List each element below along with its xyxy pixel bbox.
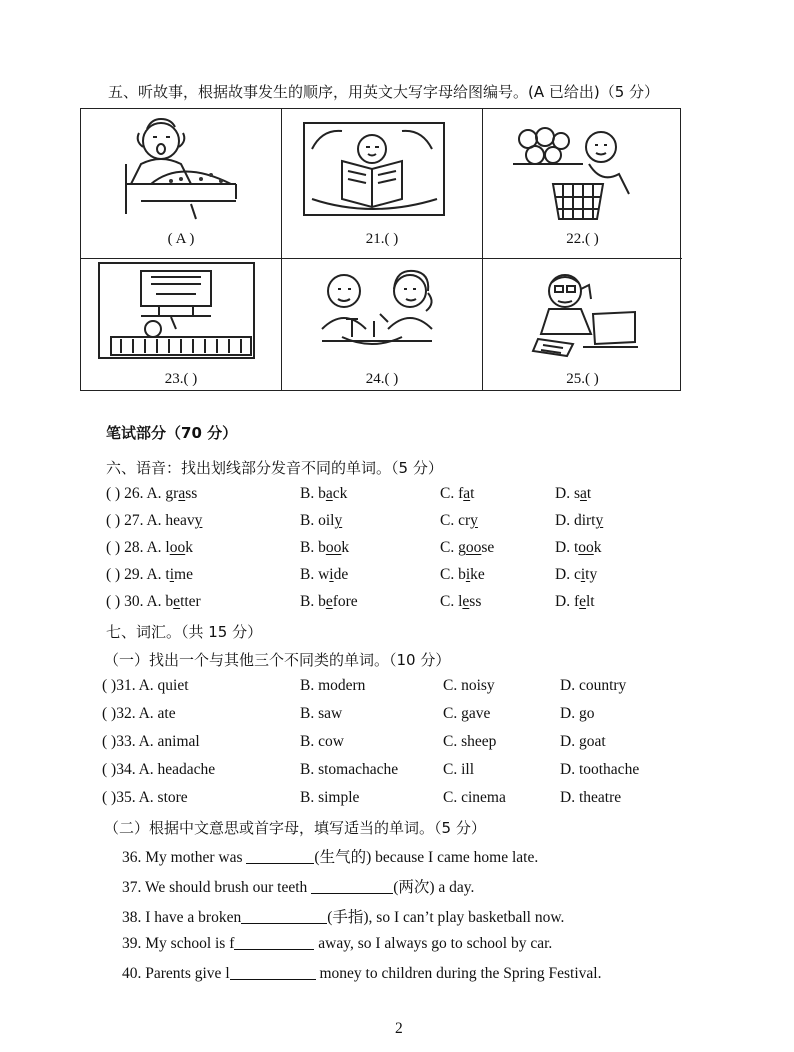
option-b: B. back (300, 485, 348, 502)
phonics-question (106, 539, 193, 557)
phonics-question (106, 593, 201, 611)
fill-in-question: 36. My mother was (生气的) because I came home late. (122, 849, 539, 866)
option-a: ( ) 26. A. grass (106, 485, 198, 502)
option-c: C. bike (440, 566, 485, 583)
picture-cell-22 (483, 109, 682, 259)
option-a: ( ) 27. A. heavy (106, 512, 203, 529)
option-b: B. stomachache (300, 761, 399, 778)
picture-cell-25 (483, 259, 682, 390)
section-7-heading: 七、词汇。（共 15 分） (106, 623, 263, 641)
caption-21: 21.( ) (365, 231, 399, 247)
section-7-part2-heading: （二）根据中文意思或首字母，填写适当的单词。（5 分） (104, 819, 486, 837)
fill-in-question: 37. We should brush our teeth (两次) a day. (122, 879, 475, 896)
picture-cell-24 (282, 259, 483, 390)
option-b: B. before (300, 593, 358, 610)
option-d: D. sat (555, 485, 592, 502)
boy-waking-up-illustration (81, 109, 281, 229)
option-b: B. simple (300, 789, 360, 806)
shopping-fruit-illustration (483, 109, 682, 229)
phonics-question (106, 485, 197, 503)
caption-a: ( A ) (167, 231, 195, 247)
option-b: B. modern (300, 677, 366, 694)
picture-cell-a (81, 109, 282, 259)
option-d: D. go (560, 705, 595, 722)
option-c: C. noisy (443, 677, 495, 694)
option-d: D. toothache (560, 761, 640, 778)
picture-cell-21 (282, 109, 483, 259)
option-d: D. theatre (560, 789, 622, 806)
caption-25: 25.( ) (566, 371, 599, 387)
fill-in-question: 39. My school is f away, so I always go to school by car. (122, 935, 553, 952)
dinner-couple-illustration (282, 259, 482, 369)
option-d: D. took (555, 539, 602, 556)
answer-blank[interactable] (246, 849, 314, 864)
reading-in-bed-illustration (282, 109, 482, 229)
picture-grid (80, 108, 681, 391)
written-part-heading: 笔试部分（70 分） (106, 424, 238, 442)
fill-in-question: 40. Parents give l money to children during the Spring Festival. (122, 965, 602, 982)
section-5-heading: 五、听故事，根据故事发生的顺序，用英文大写字母给图编号。(A 已给出)（5 分） (108, 83, 660, 101)
fill-in-question: 38. I have a broken (手指), so I can’t play basketball now. (122, 909, 565, 926)
odd-one-out-question: ( )34. A. headache (102, 761, 216, 778)
phonics-question (106, 512, 202, 530)
option-b: B. saw (300, 705, 343, 722)
odd-one-out-question: ( )35. A. store (102, 789, 188, 806)
option-a: ( ) 29. A. time (106, 566, 193, 583)
option-c: C. ill (443, 761, 475, 778)
option-d: D. country (560, 677, 627, 694)
caption-23: 23.( ) (164, 371, 198, 387)
option-d: D. city (555, 566, 598, 583)
answer-blank[interactable] (311, 879, 393, 894)
answer-blank[interactable] (241, 909, 327, 924)
option-c: C. cry (440, 512, 478, 529)
phonics-question (106, 566, 193, 584)
option-b: B. book (300, 539, 350, 556)
answer-blank[interactable] (234, 935, 314, 950)
option-c: C. gave (443, 705, 491, 722)
picture-cell-23 (81, 259, 282, 390)
option-d: D. felt (555, 593, 595, 610)
option-d: D. goat (560, 733, 606, 750)
option-c: C. less (440, 593, 482, 610)
odd-one-out-question: ( )32. A. ate (102, 705, 176, 722)
odd-one-out-question: ( )31. A. quiet (102, 677, 189, 694)
option-d: D. dirty (555, 512, 604, 529)
option-b: B. wide (300, 566, 349, 583)
option-b: B. oily (300, 512, 343, 529)
odd-one-out-question: ( )33. A. animal (102, 733, 200, 750)
option-c: C. cinema (443, 789, 506, 806)
section-6-heading: 六、语音：找出划线部分发音不同的单词。（5 分） (106, 459, 443, 477)
option-a: ( ) 28. A. look (106, 539, 193, 556)
answer-blank[interactable] (230, 965, 316, 980)
section-7-part1-heading: （一）找出一个与其他三个不同类的单词。（10 分） (104, 651, 451, 669)
page-number: 2 (395, 1020, 403, 1037)
man-on-phone-illustration (483, 259, 682, 369)
option-b: B. cow (300, 733, 344, 750)
option-c: C. sheep (443, 733, 497, 750)
caption-22: 22.( ) (566, 231, 599, 247)
option-a: ( ) 30. A. better (106, 593, 201, 610)
caption-24: 24.( ) (365, 371, 399, 387)
option-c: C. fat (440, 485, 475, 502)
watching-tv-illustration (81, 259, 281, 369)
option-c: C. goose (440, 539, 495, 556)
